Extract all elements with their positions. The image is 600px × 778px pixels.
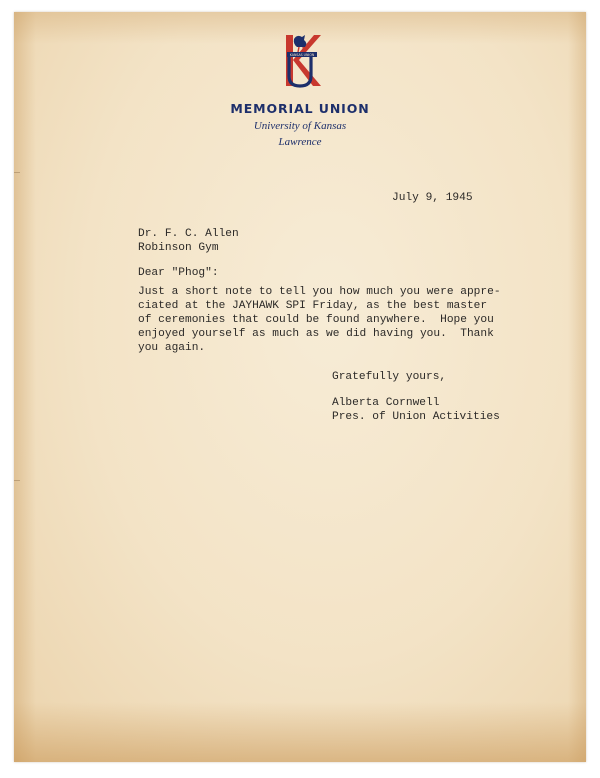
fold-mark xyxy=(14,480,20,481)
ku-logo xyxy=(283,33,323,89)
letterhead-city: Lawrence xyxy=(278,136,322,148)
body-line: Just a short note to tell you how much you were appre- xyxy=(138,286,501,298)
signer-title: Pres. of Union Activities xyxy=(332,411,500,423)
signer-name: Alberta Cornwell xyxy=(332,397,440,409)
body-line: you again. xyxy=(138,342,206,354)
salutation: Dear "Phog": xyxy=(138,267,219,279)
letterhead-title: MEMORIAL UNION xyxy=(230,101,370,116)
letter-date: July 9, 1945 xyxy=(392,192,473,204)
body-line: of ceremonies that could be found anywhere. Hope you xyxy=(138,314,494,326)
body-line: ciated at the JAYHAWK SPI Friday, as the best master xyxy=(138,300,488,312)
closing: Gratefully yours, xyxy=(332,371,447,383)
fold-mark xyxy=(14,172,20,173)
recipient-place: Robinson Gym xyxy=(138,242,219,254)
body-line: enjoyed yourself as much as we did having you. Thank xyxy=(138,328,494,340)
logo-banner-text: KANSAS UNION xyxy=(289,53,315,57)
recipient-name: Dr. F. C. Allen xyxy=(138,228,239,240)
letterhead-university: University of Kansas xyxy=(253,120,347,132)
